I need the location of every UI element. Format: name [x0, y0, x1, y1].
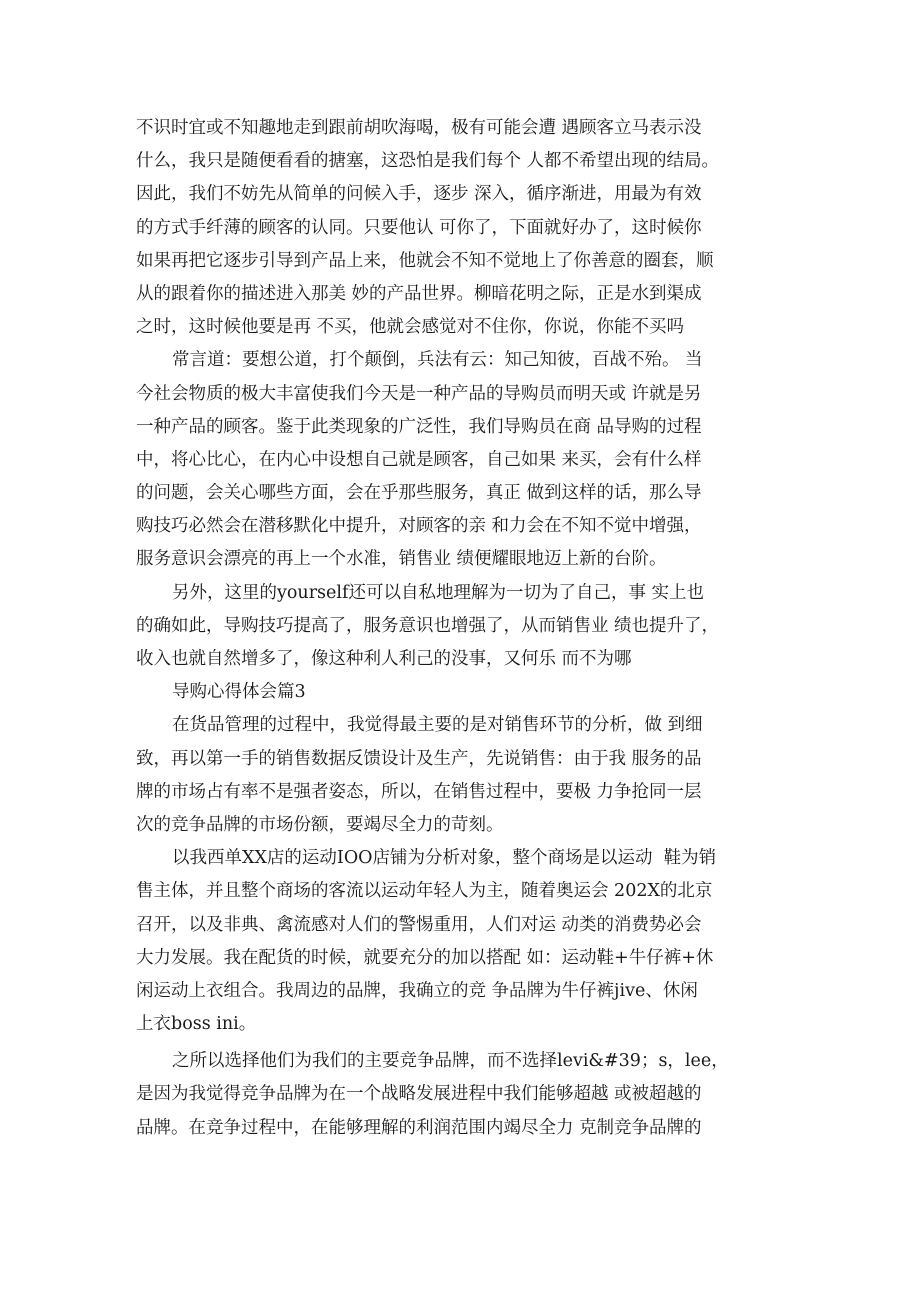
text-line: 另外，这里的yourself还可以自私地理解为一切为了自己，事 实上也 — [172, 582, 705, 603]
text-line: 什么，我只是随便看看的搪塞，这恐怕是我们每个 人都不希望出现的结局。 — [136, 151, 720, 172]
text-line: 售主体，并且整个商场的客流以运动年轻人为主，随着奥运会 202X的北京 — [136, 881, 713, 902]
text-line: 次的竞争品牌的市场份额，要竭尽全力的苛刻。 — [136, 814, 504, 835]
text-line: 以我西单XX店的运动IOO店铺为分析对象，整个商场是以运动 鞋为销 — [172, 848, 717, 869]
text-line: 之时，这时候他要是再 不买，他就会感觉对不住你，你说，你能不买吗 — [136, 317, 685, 338]
text-line: 服务意识会漂亮的再上一个水准，销售业 绩便耀眼地迈上新的台阶。 — [136, 549, 667, 570]
paragraph-1 — [136, 112, 796, 344]
text-line: 今社会物质的极大丰富使我们今天是一种产品的导购员而明天或 许就是另 — [136, 383, 702, 404]
paragraph-3 — [136, 577, 796, 677]
text-line: 品牌。在竞争过程中，在能够理解的利润范围内竭尽全力 克制竞争品牌的 — [136, 1117, 702, 1138]
text-line: 从的跟着你的描述进入那美 妙的产品世界。柳暗花明之际，正是水到渠成 — [136, 283, 702, 304]
text-line: 大力发展。我在配货的时候，就要充分的加以搭配 如：运动鞋+牛仔裤+休 — [136, 947, 714, 968]
text-line: 购技巧必然会在潜移默化中提升，对顾客的亲 和力会在不知不觉中增强， — [136, 516, 702, 537]
text-line: 召开，以及非典、禽流感对人们的警惕重用，人们对运 动类的消费势必会 — [136, 914, 702, 935]
text-line: 是因为我觉得竞争品牌为在一个战略发展进程中我们能够超越 或被超越的 — [136, 1084, 702, 1105]
document-body — [136, 112, 796, 1145]
paragraph-5 — [136, 842, 796, 1041]
paragraph-2 — [136, 344, 796, 576]
heading-text: 导购心得体会篇3 — [172, 682, 306, 703]
text-line: 收入也就自然增多了，像这种利人利己的没事，又何乐 而不为哪 — [136, 649, 632, 669]
text-line: 一种产品的顾客。鉴于此类现象的广泛性，我们导购员在商 品导购的过程 — [136, 416, 702, 437]
text-line: 的确如此，导购技巧提高了，服务意识也增强了，从而销售业 绩也提升了， — [136, 615, 720, 636]
text-line: 上衣boss ini。 — [136, 1014, 257, 1035]
paragraph-6 — [136, 1045, 796, 1145]
text-line: 常言道：要想公道，打个颠倒，兵法有云：知己知彼，百战不殆。 当 — [172, 350, 703, 371]
text-line: 不识时宜或不知趣地走到跟前胡吹海喝，极有可能会遭 遇顾客立马表示没 — [136, 118, 702, 138]
paragraph-4 — [136, 709, 796, 842]
text-line: 致，再以第一手的销售数据反馈设计及生产，先说销售：由于我 服务的品 — [136, 748, 702, 769]
text-line: 在货品管理的过程中，我觉得最主要的是对销售环节的分析，做 到细 — [172, 715, 703, 736]
text-line: 牌的市场占有率不是强者姿态，所以，在销售过程中，要极 力争抢同一层 — [136, 781, 702, 802]
text-line: 中，将心比心，在内心中设想自己就是顾客，自己如果 来买，会有什么样 — [136, 449, 702, 470]
text-line: 的问题，会关心哪些方面，会在乎那些服务，真正 做到这样的话，那么导 — [136, 483, 702, 504]
text-line: 如果再把它逐步引导到产品上来，他就会不知不觉地上了你善意的圈套，顺 — [136, 250, 714, 271]
text-line: 之所以选择他们为我们的主要竞争品牌，而不选择levi&#39；s，lee， — [172, 1051, 729, 1072]
text-line: 因此，我们不妨先从简单的问候入手，逐步 深入，循序渐进，用最为有效 — [136, 184, 702, 205]
text-line: 的方式手纤薄的顾客的认同。只要他认 可你了，下面就好办了，这时候你 — [136, 217, 702, 238]
section-heading — [136, 676, 796, 709]
text-line: 闲运动上衣组合。我周边的品牌，我确立的竞 争品牌为牛仔裤jive、休闲 — [136, 980, 698, 1001]
